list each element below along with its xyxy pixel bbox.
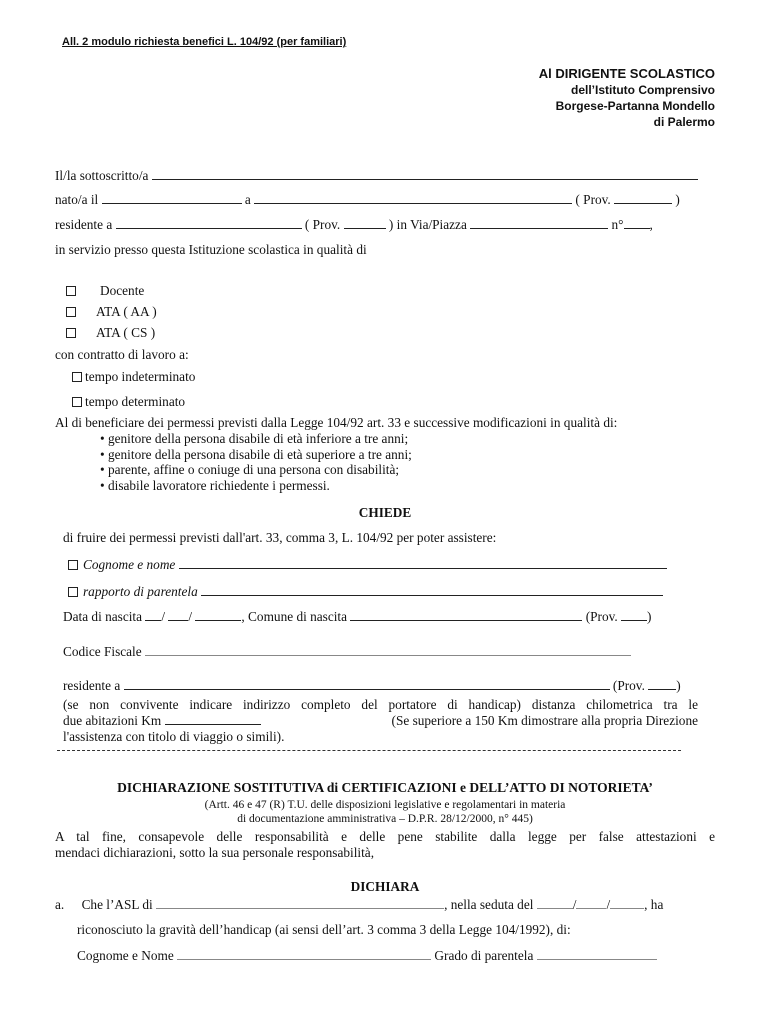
slash: / — [606, 897, 611, 912]
declaration-subtitle-2: di documentazione amministrativa – D.P.R. 28/12/2000, n° 445) — [237, 813, 533, 825]
birth-prov-field[interactable] — [621, 609, 647, 621]
session-label: , nella seduta del — [444, 897, 534, 912]
km-field[interactable] — [165, 713, 261, 725]
contract-option-label: tempo determinato — [85, 394, 186, 409]
session-day-field[interactable] — [537, 897, 573, 909]
number-field[interactable] — [624, 217, 650, 229]
birth-prov-field[interactable] — [614, 192, 672, 204]
session-month-field[interactable] — [576, 897, 606, 909]
born-label: nato/a il — [55, 192, 99, 207]
birth-date-label: Data di nascita — [63, 609, 143, 624]
checkbox-icon[interactable] — [72, 372, 82, 382]
checkbox-icon[interactable] — [68, 587, 78, 597]
checkbox-icon[interactable] — [66, 328, 76, 338]
bullet-text: disabile lavoratore richiedente i permessi. — [107, 477, 330, 493]
paren: ) — [647, 609, 652, 624]
role-label: Docente — [100, 283, 145, 298]
assisted-residence-line — [63, 678, 681, 694]
annex-title: All. 2 modulo richiesta benefici L. 104/92 (per familiari) — [62, 36, 347, 48]
residence-label: residente a — [55, 217, 113, 232]
item-a-marker: a. — [55, 897, 65, 912]
residence-prov-field[interactable] — [344, 217, 386, 229]
bullet-item: • genitore della persona disabile di età inferiore a tre anni; — [100, 431, 409, 446]
declaration-subtitle-1: (Artt. 46 e 47 (R) T.U. delle disposizioni legislative e regolamentari in materia — [204, 799, 566, 811]
item-a-line-2: riconosciuto la gravità dell’handicap (ai sensi dell’art. 3 comma 3 della Legge 104/1992), di: — [77, 922, 571, 937]
request-intro: di fruire dei permessi previsti dall'art. 33, comma 3, L. 104/92 per poter assistere: — [63, 530, 497, 545]
item-a-line-3 — [77, 948, 657, 964]
street-label: ) in Via/Piazza — [388, 217, 467, 232]
benefit-intro: Al di beneficiare dei permessi previsti dalla Legge 104/92 art. 33 e successive modificazioni in qualità di: — [55, 415, 618, 430]
km-label: due abitazioni Km — [63, 713, 162, 728]
asl-label: Che l’ASL di — [81, 897, 153, 912]
recipient-line-1: Al DIRIGENTE SCOLASTICO — [538, 66, 715, 81]
assisted-birth-line — [63, 609, 651, 625]
distance-note-line-1: (se non convivente indicare indirizzo completo del portatore di handicap) distanza chilometrica tra le — [63, 697, 698, 712]
residence-line — [55, 217, 653, 233]
born-in-label: a — [244, 192, 251, 207]
kinship-label: Grado di parentela — [434, 948, 534, 963]
birth-year-field[interactable] — [195, 609, 241, 621]
asl-field[interactable] — [156, 897, 444, 909]
kinship-field[interactable] — [537, 948, 657, 960]
birth-month-field[interactable] — [168, 609, 188, 621]
number-label: n° — [611, 217, 624, 232]
benefit-bullets — [100, 431, 412, 493]
bullet-text: genitore della persona disabile di età inferiore a tre anni; — [107, 431, 409, 446]
checkbox-icon[interactable] — [66, 307, 76, 317]
birth-town-field[interactable] — [350, 609, 582, 621]
recipient-line-2: dell’Istituto Comprensivo — [570, 83, 715, 97]
tax-code-label: Codice Fiscale — [63, 644, 142, 659]
bullet-text: parente, affine o coniuge di una persona con disabilità; — [107, 462, 400, 477]
street-field[interactable] — [470, 217, 608, 229]
slash: / — [572, 897, 577, 912]
subscriber-name-field[interactable] — [152, 168, 698, 180]
birth-prov-label: (Prov. — [585, 609, 618, 624]
section-divider — [57, 750, 681, 751]
paren: ) — [676, 678, 681, 693]
slash: / — [161, 609, 166, 624]
assisted-residence-label: residente a — [63, 678, 121, 693]
assisted-prov-label: (Prov. — [612, 678, 645, 693]
relation-field[interactable] — [201, 584, 663, 596]
contract-label: con contratto di lavoro a: — [55, 347, 189, 362]
request-title: CHIEDE — [358, 505, 412, 520]
bullet-item: • genitore della persona disabile di età superiore a tre anni; — [100, 446, 412, 462]
bullet-item: • parente, affine o coniuge di una persona con disabilità; — [100, 462, 400, 477]
comma: , — [649, 217, 653, 232]
km-group — [63, 713, 261, 729]
contract-permanent[interactable] — [72, 369, 195, 385]
declaration-paragraph-line-1: A tal fine, consapevole delle responsabilità e delle pene stabilite dalla legge per false attestazioni e — [55, 829, 715, 844]
relation-label: rapporto di parentela — [83, 584, 198, 599]
residence-prov-label: ( Prov. — [304, 217, 341, 232]
tax-code-field[interactable] — [145, 644, 631, 656]
bullet-text: genitore della persona disabile di età superiore a tre anni; — [107, 446, 412, 462]
contract-option-label: tempo indeterminato — [85, 369, 196, 384]
service-line: in servizio presso questa Istituzione scolastica in qualità di — [55, 242, 367, 257]
assisted-name-field[interactable] — [179, 557, 667, 569]
item-a-line-1 — [55, 897, 663, 913]
declaration-title: DICHIARAZIONE SOSTITUTIVA di CERTIFICAZIONI e DELL’ATTO DI NOTORIETA’ — [117, 780, 653, 795]
role-ata-cs[interactable] — [66, 325, 155, 341]
recipient-line-4: di Palermo — [653, 115, 715, 129]
birth-town-label: , Comune di nascita — [241, 609, 348, 624]
role-label: ATA ( CS ) — [96, 325, 156, 340]
birth-date-field[interactable] — [102, 192, 242, 204]
contract-fixed-term[interactable] — [72, 394, 185, 410]
tax-code-line — [63, 644, 631, 660]
assisted-residence-field[interactable] — [124, 678, 610, 690]
relation-line — [68, 584, 663, 600]
checkbox-icon[interactable] — [72, 397, 82, 407]
distance-note-line-3: l'assistenza con titolo di viaggio o simili). — [63, 729, 285, 744]
recipient-line-3: Borgese-Partanna Mondello — [555, 99, 715, 113]
distance-note — [63, 697, 698, 745]
residence-field[interactable] — [116, 217, 302, 229]
birth-place-field[interactable] — [254, 192, 572, 204]
assisted-name-label: Cognome e nome — [83, 557, 176, 572]
bullet-item: • disabile lavoratore richiedente i permessi. — [100, 477, 330, 493]
assisted-name-line — [68, 557, 667, 573]
recipient-block — [415, 66, 715, 130]
session-year-field[interactable] — [610, 897, 644, 909]
has-label: , ha — [644, 897, 664, 912]
checkbox-icon[interactable] — [66, 286, 76, 296]
declaration-paragraph — [55, 829, 715, 861]
birth-line — [55, 192, 680, 208]
role-docente[interactable] — [66, 283, 144, 299]
distance-note-text: (Se superiore a 150 Km dimostrare alla propria Direzione — [391, 713, 698, 728]
role-ata-aa[interactable] — [66, 304, 157, 320]
declaration-paragraph-line-2: mendaci dichiarazioni, sotto la sua personale responsabilità, — [55, 845, 375, 860]
birth-day-field[interactable] — [145, 609, 161, 621]
subscriber-label: Il/la sottoscritto/a — [55, 168, 149, 183]
prov-label: ( Prov. — [575, 192, 611, 207]
role-label: ATA ( AA ) — [96, 304, 157, 319]
declare-title: DICHIARA — [350, 879, 420, 894]
recognized-name-field[interactable] — [177, 948, 431, 960]
distance-note-line-2 — [63, 713, 698, 729]
checkbox-icon[interactable] — [68, 560, 78, 570]
prov-close: ) — [675, 192, 680, 207]
slash: / — [188, 609, 193, 624]
subscriber-line — [55, 168, 698, 184]
recognized-name-label: Cognome e Nome — [77, 948, 174, 963]
assisted-prov-field[interactable] — [648, 678, 676, 690]
